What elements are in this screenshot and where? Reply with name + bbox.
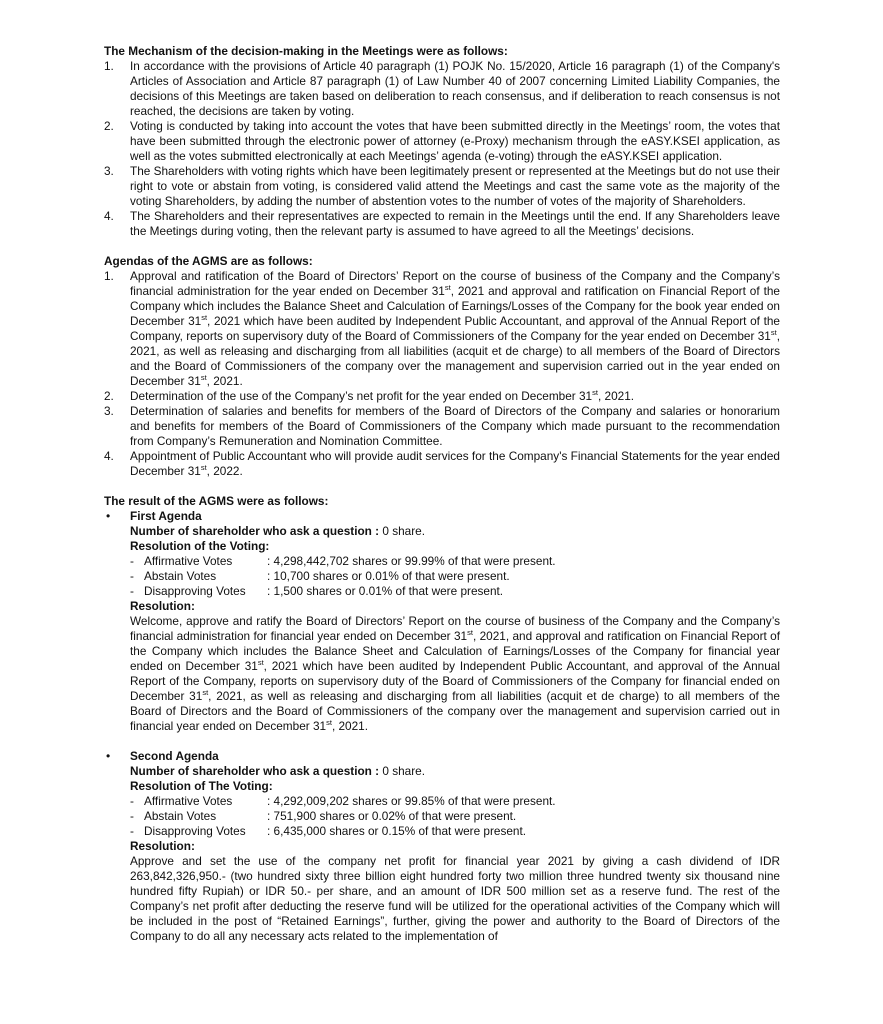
votes-list [130,794,780,839]
agendas-heading: Agendas of the AGMS are as follows: [104,254,313,268]
item-text: Determination of salaries and benefits for members of the Board of Directors of the Company and salaries or honorarium and benefits for members of the Board of Commissioners of the Company which made pursuant to the recommendation from Company’s Remuneration and Nomination Committee. [130,404,780,448]
item-number: 4. [104,209,114,223]
agenda-title: First Agenda [130,509,202,523]
vote-row: - Abstain Votes : 751,900 shares or 0.02% of that were present. [130,809,517,823]
question-label: Number of shareholder who ask a question : [130,524,380,538]
question-line [130,524,780,539]
vote-row: - Disapproving Votes : 1,500 shares or 0.01% of that were present. [130,584,504,598]
results-heading: The result of the AGMS were as follows: [104,494,329,508]
mechanism-item [104,119,780,164]
item-text: Approval and ratification of the Board of Directors’ Report on the course of business of the Company and the Company’s financial administration for the year ended on December 31st, 2021 and approval and ratification on Financial Report of the Company which includes the Balance Sheet and Calculation of Earnings/Losses of the Company for the book year ended on December 31st, 2021 which have been audited by Independent Public Accountant, and approval of the Annual Report of the Company, reports on supervisory duty of the Board of Commissioners of the Company for the year ended on December 31st, 2021, as well as releasing and discharging from all liabilities (acquit et de charge) to all members of the Board of Directors and the Board of Commissioners of the company over the management and supervision carried out in the year ended on December 31st, 2021. [130,269,780,388]
item-number: 3. [104,164,114,178]
item-text: In accordance with the provisions of Article 40 paragraph (1) POJK No. 15/2020, Article 16 paragraph (1) of the Company's Articles of Association and Article 87 paragraph (1) of Law Number 40 of 2007 concerning Limited Liability Companies, the decisions of this Meetings are taken based on deliberation to reach consensus, and if deliberation to reach consensus is not reached, the decisions are taken by voting. [130,59,780,118]
first-agenda-block [104,509,780,734]
item-number: 4. [104,449,114,463]
agenda-item [104,449,780,479]
voting-heading: Resolution of The Voting: [130,779,273,793]
vote-value: : 1,500 shares or 0.01% of that were present. [267,584,504,598]
vote-label: Abstain Votes [144,809,217,823]
agenda-item [104,389,780,404]
item-number: 2. [104,119,114,133]
item-number: 2. [104,389,114,403]
vote-row: - Disapproving Votes : 6,435,000 shares or 0.15% of that were present. [130,824,527,838]
mechanism-heading: The Mechanism of the decision-making in the Meetings were as follows: [104,44,508,58]
question-value: 0 share. [379,764,425,778]
resolution-text: Approve and set the use of the company net profit for financial year 2021 by giving a cash dividend of IDR 263,842,326,950.- (two hundred sixty three billion eight hundred forty two million three hundred twenty six thousand nine hundred fifty Rupiah) or IDR 50.- per share, and an amount of IDR 500 million set as a reserve fund. The rest of the Company’s net profit after deducting the reserve fund will be utilized for the operational activities of the Company which will be included in the post of “Retained Earnings”, further, giving the power and authority to the Board of Directors of the Company to do all any necessary acts related to the implementation of [130,854,780,943]
resolution-text: Welcome, approve and ratify the Board of Directors’ Report on the course of business of the Company and the Company’s financial administration for financial year ended on December 31st, 2021, and approval and ratification on Financial Report of the Company which includes the Balance Sheet and Calculation of Earnings/Losses of the Company for financial year ended on December 31st, 2021 which have been audited by Independent Public Accountant, and approval of the Annual Report of the Company, reports on supervisory duty of the Board of Commissioners of the Company for financial ended on December 31st, 2021, as well as releasing and discharging from all liabilities (acquit et de charge) to all members of the Board of Directors and the Board of Commissioners of the company over the management and supervision carried out in financial year ended on December 31st, 2021. [130,614,780,733]
mechanism-list [104,59,780,239]
item-number: 3. [104,404,114,418]
item-number: 1. [104,269,114,283]
vote-label: Affirmative Votes [144,554,233,568]
vote-value: : 6,435,000 shares or 0.15% of that were present. [267,824,527,838]
item-text: The Shareholders and their representatives are expected to remain in the Meetings until the end. If any Shareholders leave the Meetings during voting, then the relevant party is assumed to have agreed to all the Meetings’ decisions. [130,209,780,238]
mechanism-item [104,164,780,209]
question-label: Number of shareholder who ask a question : [130,764,380,778]
document-page [104,44,780,944]
vote-label: Disapproving Votes [144,824,246,838]
item-text: Voting is conducted by taking into account the votes that have been submitted directly in the Meetings’ room, the votes that have been submitted through the electronic power of attorney (e-Proxy) mechanism through the eASY.KSEI application, as well as the votes submitted electronically at each Meetings’ agenda (e-voting) through the eASY.KSEI application. [130,119,780,163]
bullet-icon: • [106,749,111,763]
vote-label: Abstain Votes [144,569,217,583]
vote-label: Disapproving Votes [144,584,246,598]
vote-row: - Affirmative Votes : 4,292,009,202 shares or 99.85% of that were present. [130,794,556,808]
question-line [130,764,780,779]
voting-heading: Resolution of the Voting: [130,539,270,553]
vote-value: : 4,298,442,702 shares or 99.99% of that were present. [267,554,556,568]
second-agenda-block [104,749,780,944]
vote-value: : 4,292,009,202 shares or 99.85% of that were present. [267,794,556,808]
agenda-item [104,404,780,449]
item-text: Appointment of Public Accountant who will provide audit services for the Company's Financial Statements for the year ended December 31st, 2022. [130,449,780,478]
vote-row: - Abstain Votes : 10,700 shares or 0.01% of that were present. [130,569,510,583]
agenda-title: Second Agenda [130,749,219,763]
resolution-heading: Resolution: [130,599,195,613]
agenda-item [104,269,780,389]
item-number: 1. [104,59,114,73]
vote-row: - Affirmative Votes : 4,298,442,702 shares or 99.99% of that were present. [130,554,556,568]
agendas-list [104,269,780,479]
votes-list [130,554,780,599]
bullet-icon: • [106,509,111,523]
question-value: 0 share. [379,524,425,538]
item-text: The Shareholders with voting rights which have been legitimately present or represented at the Meetings but do not use their right to vote or abstain from voting, is considered valid attend the Meetings and cast the same vote as the majority of the voting Shareholders, by adding the number of abstention votes to the number of votes of the majority of Shareholders. [130,164,780,208]
vote-value: : 10,700 shares or 0.01% of that were present. [267,569,510,583]
resolution-heading: Resolution: [130,839,195,853]
mechanism-item [104,209,780,239]
mechanism-item [104,59,780,119]
vote-value: : 751,900 shares or 0.02% of that were present. [267,809,517,823]
item-text: Determination of the use of the Company’s net profit for the year ended on December 31st, 2021. [130,388,635,403]
vote-label: Affirmative Votes [144,794,233,808]
